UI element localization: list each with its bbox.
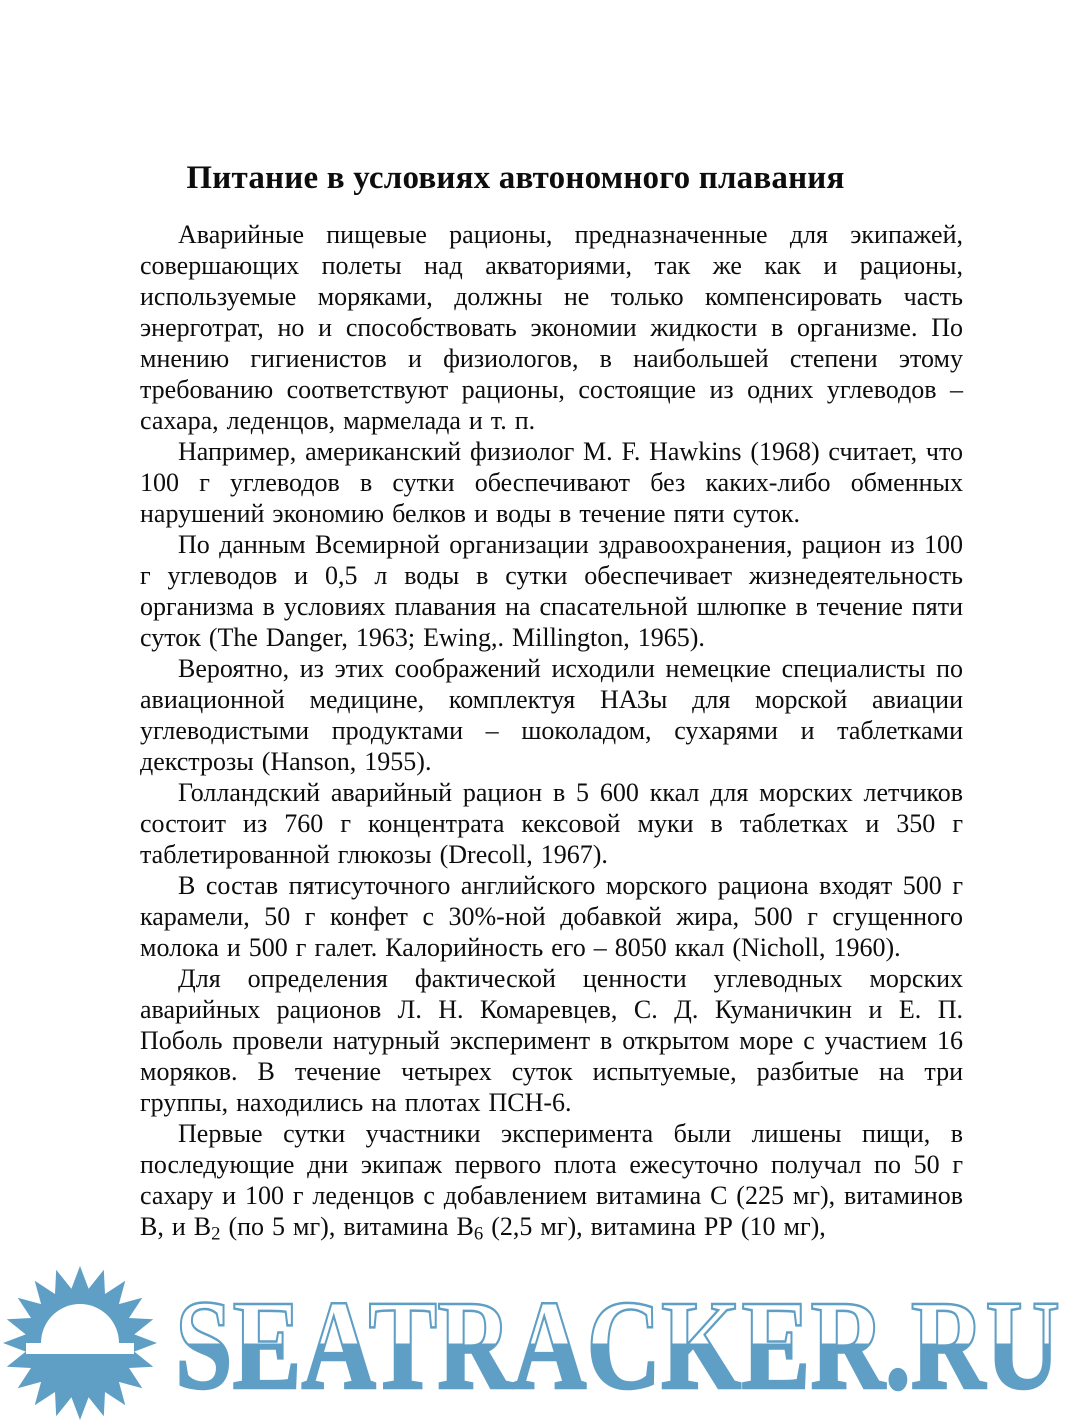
sun-horizon-strip bbox=[26, 1343, 134, 1354]
paragraph: Аварийные пищевые рационы, предназначенные для экипажей, совершающих полеты над акваториями, так же как и рационы, используемые моряками, должны не только компенсировать часть энерготрат, но и способствовать экономии жидкости в организме. По мнению гигиенистов и физиологов, в наибольшей степени этому требованию соответствуют рационы, состоящие из одних углеводов – сахара, леденцов, мармелада и т. п. bbox=[140, 220, 963, 435]
paragraph: Вероятно, из этих соображений исходили немецкие специалисты по авиационной медицине, комплектуя НАЗы для морской авиации углеводистыми продуктами – шоколадом, сухарями и таблетками декстрозы (Hanson, 1955). bbox=[140, 654, 963, 776]
watermark bbox=[0, 1265, 1080, 1425]
article bbox=[140, 160, 963, 1245]
sun-logo-icon bbox=[3, 1266, 157, 1420]
paragraph: Голландский аварийный рацион в 5 600 ккал для морских летчиков состоит из 760 г концентрата кексовой муки в таблетках и 350 г таблетированной глюкозы (Drecoll, 1967). bbox=[140, 778, 963, 869]
paragraph: В состав пятисуточного английского морского рациона входят 500 г карамели, 50 г конфет с 30%-ной добавкой жира, 500 г сгущенного молока и 500 г галет. Калорийность его – 8050 ккал (Nicholl, 1960). bbox=[140, 871, 963, 962]
paragraph: Для определения фактической ценности углеводных морских аварийных рационов Л. Н. Комаревцев, С. Д. Куманичкин и Е. П. Поболь провели натурный эксперимент в открытом море с участием 16 моряков. В течение четырех суток испытуемые, разбитые на три группы, находились на плотах ПСН-6. bbox=[140, 964, 963, 1117]
paragraph: Например, американский физиолог M. F. Hawkins (1968) считает, что 100 г углеводов в сутки обеспечивают без каких-либо обменных нарушений экономию белков и воды в течение пяти суток. bbox=[140, 437, 963, 528]
page-title: Питание в условиях автономного плавания bbox=[186, 160, 845, 196]
watermark-graphic bbox=[0, 1265, 1080, 1425]
watermark-site-text: SEATRACKER.RU bbox=[175, 1274, 1060, 1416]
article-body bbox=[140, 219, 963, 1245]
paragraph: Первые сутки участники эксперимента были лишены пищи, в последующие дни экипаж первого плота ежесуточно получал по 50 г сахару и 100 г леденцов с добавлением витамина С (225 мг), витаминов В, и $В_2$ (по 5 мг), витамина $В_6$ (2,5 мг), витамина РР (10 мг), bbox=[140, 1119, 963, 1245]
paragraph: По данным Всемирной организации здравоохранения, рацион из 100 г углеводов и 0,5 л воды в сутки обеспечивает жизнедеятельность организма в условиях плавания на спасательной шлюпке в течение пяти суток (The Danger, 1963; Ewing,. Millington, 1965). bbox=[140, 530, 963, 652]
